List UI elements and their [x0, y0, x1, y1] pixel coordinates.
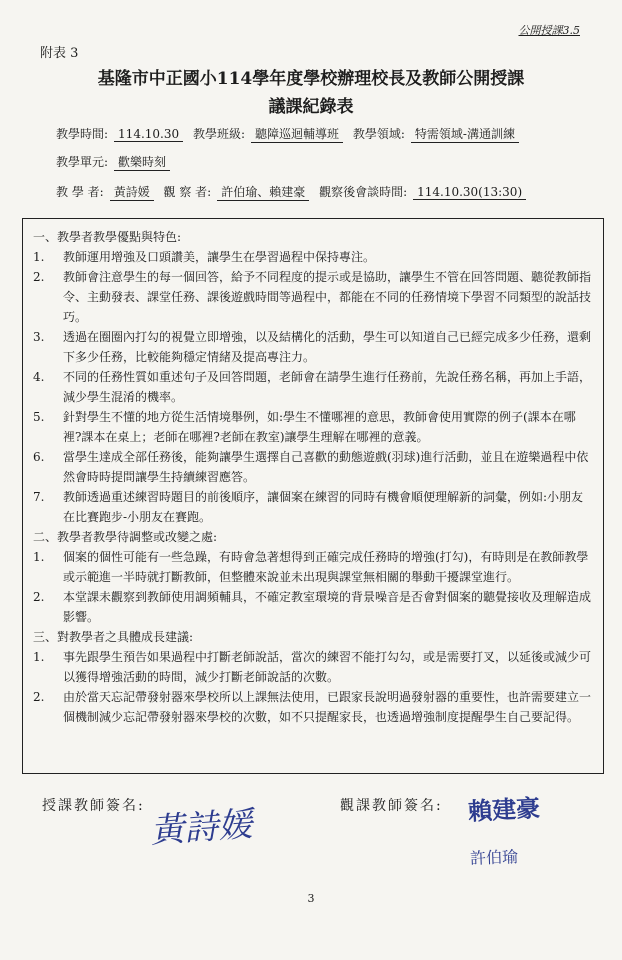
item-text: 教師透過重述練習時題目的前後順序，讓個案在練習的同時有機會順便理解新的詞彙，例如:小朋友在比賽跑步-小朋友在賽跑。 — [63, 490, 584, 524]
item-number: 1. — [33, 550, 45, 564]
observer-label: 觀 察 者: — [163, 185, 212, 199]
item-text: 針對學生不懂的地方從生活情境舉例，如:學生不懂哪裡的意思，教師會使用實際的例子(課本在哪裡?課本在桌上；老師在哪裡?老師在教室)讓學生理解在哪裡的意義。 — [63, 410, 576, 444]
list-item — [33, 447, 593, 487]
meeting-time-label: 觀察後會談時間: — [319, 185, 408, 199]
document-title: 基隆市中正國小114學年度學校辦理校長及教師公開授課 — [97, 69, 525, 89]
observer-handwritten-signature-1: 賴建豪 — [467, 794, 541, 826]
item-text: 教師運用增強及口頭讚美，讓學生在學習過程中保持專注。 — [63, 250, 376, 264]
teaching-unit-label: 教學單元: — [56, 155, 109, 169]
section-strengths — [33, 227, 593, 527]
list-item — [33, 327, 593, 367]
item-number: 1. — [33, 250, 45, 264]
item-text: 本堂課未觀察到教師使用調頻輔具，不確定教室環境的背景噪音是否會對個案的聽覺接收及理解造成影響。 — [63, 590, 592, 624]
item-text: 事先跟學生預告如果過程中打斷老師說話，當次的練習不能打勾勾，或是需要打叉，以延後或減少可以獲得增強活動的時間，減少打斷老師說話的次數。 — [63, 650, 592, 684]
meeting-time-value: 114.10.30(13:30) — [413, 185, 526, 200]
item-text: 個案的個性可能有一些急躁，有時會急著想得到正確完成任務時的增強(打勾)，有時則是在教師教學或示範進一半時就打斷教師，但整體來說並未出現與課堂無相關的舉動干擾課堂進行。 — [63, 550, 589, 584]
teacher-handwritten-signature: 黃詩媛 — [148, 804, 254, 852]
teaching-time-label: 教學時間: — [56, 127, 109, 141]
item-number: 3. — [33, 330, 45, 344]
item-number: 2. — [33, 690, 45, 704]
item-number: 1. — [33, 650, 45, 664]
item-text: 不同的任務性質如重述句子及回答問題，老師會在請學生進行任務前，先說任務名稱，再加上手語，減少學生混淆的機率。 — [63, 370, 592, 404]
teaching-domain-label: 教學領域: — [352, 127, 405, 141]
item-number: 2. — [33, 270, 45, 284]
section-title: 三、對教學者之具體成長建議: — [33, 630, 194, 644]
section-title: 二、教學者教學待調整或改變之處: — [33, 530, 218, 544]
document-subtitle: 議課紀錄表 — [268, 97, 354, 117]
teaching-domain-value: 特需領域-溝通訓練 — [411, 125, 519, 143]
list-item — [33, 267, 593, 327]
list-item — [33, 687, 593, 727]
section-title: 一、教學者教學優點與特色: — [33, 230, 182, 244]
page-number: 3 — [307, 892, 315, 905]
teaching-time-value: 114.10.30 — [114, 127, 183, 142]
section-adjustments — [33, 527, 593, 627]
observer-handwritten-signature-2: 許伯瑜 — [469, 847, 519, 868]
list-item — [33, 647, 593, 687]
teaching-class-label: 教學班級: — [192, 127, 245, 141]
item-number: 2. — [33, 590, 45, 604]
list-item — [33, 487, 593, 527]
list-item — [33, 587, 593, 627]
teacher-label: 教 學 者: — [56, 185, 104, 199]
list-item — [33, 247, 593, 267]
teacher-value: 黃詩媛 — [110, 183, 154, 201]
teaching-class-value: 聽障巡迴輔導班 — [251, 125, 343, 143]
observation-record-box — [22, 218, 604, 774]
info-row-3 — [56, 183, 532, 201]
observer-signature-label: 觀課教師簽名: — [340, 798, 443, 814]
item-number: 6. — [33, 450, 45, 464]
item-text: 透過在圈圈內打勾的視覺立即增強，以及結構化的活動，學生可以知道自己已經完成多少任務，還剩下多少任務，比較能夠穩定情緒及提高專注力。 — [63, 330, 592, 364]
section-suggestions — [33, 627, 593, 727]
item-text: 當學生達成全部任務後，能夠讓學生選擇自己喜歡的動態遊戲(羽球)進行活動，並且在遊樂過程中依然會時時提問讓學生持續練習應答。 — [63, 450, 589, 484]
form-code-tag: 公開授課3.5 — [518, 24, 580, 37]
list-item — [33, 407, 593, 447]
item-number: 5. — [33, 410, 45, 424]
info-row-2 — [56, 153, 176, 171]
info-row-1 — [56, 125, 525, 143]
list-item — [33, 547, 593, 587]
teacher-signature-label: 授課教師簽名: — [42, 798, 145, 814]
list-item — [33, 367, 593, 407]
item-number: 4. — [33, 370, 45, 384]
item-text: 教師會注意學生的每一個回答，給予不同程度的提示或是協助，讓學生不管在回答問題、聽從教師指令、主動發表、課堂任務、課後遊戲時間等過程中，都能在不同的任務情境下學習不同類型的說話技巧。 — [63, 270, 592, 324]
item-text: 由於當天忘記帶發射器來學校所以上課無法使用，已跟家長說明過發射器的重要性，也許需要建立一個機制減少忘記帶發射器來學校的次數，如不只提醒家長，也透過增強制度提醒學生自己要記得。 — [63, 690, 592, 724]
item-number: 7. — [33, 490, 45, 504]
teaching-unit-value: 歡樂時刻 — [114, 153, 170, 171]
observer-value: 許伯瑜、賴建豪 — [217, 183, 309, 201]
appendix-label: 附表 3 — [40, 46, 79, 61]
